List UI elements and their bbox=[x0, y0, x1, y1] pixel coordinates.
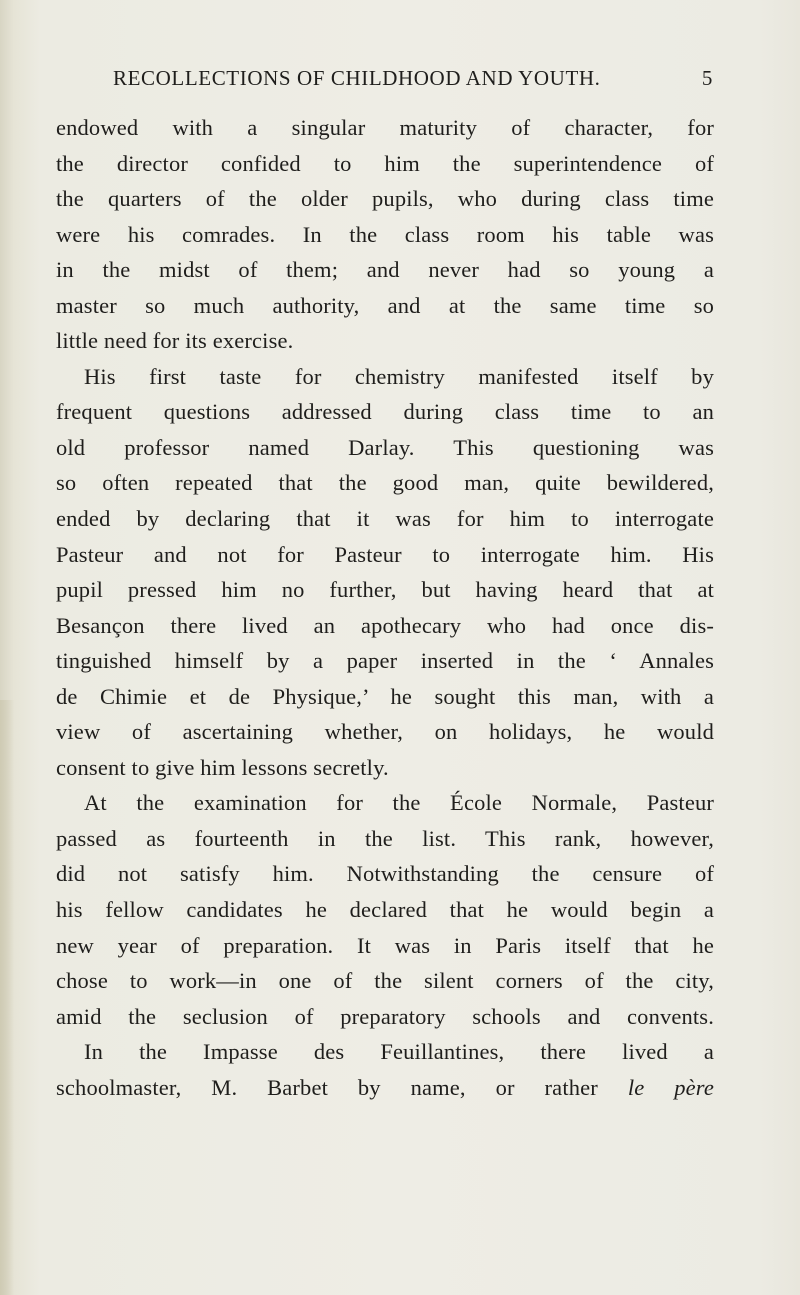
text-line: consent to give him lessons secretly. bbox=[56, 754, 389, 780]
text-line: passed as fourteenth in the list. This rank, however, bbox=[56, 825, 714, 851]
text-line: his fellow candidates he declared that he would begin a bbox=[56, 897, 714, 923]
text-line: the director confided to him the superintendence of bbox=[56, 150, 714, 176]
text-line: endowed with a singular maturity of character, for bbox=[56, 115, 714, 140]
text-line-final bbox=[56, 1070, 714, 1106]
text-line: frequent questions addressed during class time to an bbox=[56, 399, 714, 425]
running-title: RECOLLECTIONS OF CHILDHOOD AND YOUTH. bbox=[113, 66, 601, 90]
text-line: Pasteur and not for Pasteur to interrogate him. His bbox=[56, 541, 714, 567]
text-line: did not satisfy him. Notwithstanding the censure of bbox=[56, 861, 714, 887]
text-line: tinguished himself by a paper inserted in the ‘ Annales bbox=[56, 648, 714, 674]
text-line: old professor named Darlay. This questioning was bbox=[56, 434, 714, 460]
running-head bbox=[113, 66, 713, 96]
text-line: Besançon there lived an apothecary who had once dis- bbox=[56, 612, 714, 638]
text-line: in the midst of them; and never had so young a bbox=[56, 257, 714, 283]
text-line: ended by declaring that it was for him to interrogate bbox=[56, 506, 714, 532]
text-line: His first taste for chemistry manifested itself by bbox=[84, 363, 714, 389]
text-line: little need for its exercise. bbox=[56, 328, 294, 354]
text-line: amid the seclusion of preparatory schools and convents. bbox=[56, 1003, 714, 1029]
page-edge-shadow bbox=[0, 700, 14, 1295]
text-line: so often repeated that the good man, quite bewildered, bbox=[56, 470, 714, 496]
body-text bbox=[56, 110, 714, 1105]
text-line: new year of preparation. It was in Paris itself that he bbox=[56, 932, 714, 958]
text-line: master so much authority, and at the same time so bbox=[56, 292, 714, 318]
text-line: the quarters of the older pupils, who during class time bbox=[56, 186, 714, 212]
text-line: pupil pressed him no further, but having heard that at bbox=[56, 577, 714, 603]
text-line: In the Impasse des Feuillantines, there lived a bbox=[84, 1039, 714, 1065]
italic-phrase: le père bbox=[627, 1074, 714, 1100]
text-line: At the examination for the École Normale, Pasteur bbox=[84, 790, 714, 816]
text-line: were his comrades. In the class room his table was bbox=[56, 221, 714, 247]
text-line-start: schoolmaster, M. Barbet by name, or rather bbox=[56, 1074, 598, 1100]
text-line: de Chimie et de Physique,’ he sought this man, with a bbox=[56, 683, 714, 709]
text-line: chose to work—in one of the silent corners of the city, bbox=[56, 968, 714, 994]
text-line: view of ascertaining whether, on holidays, he would bbox=[56, 719, 714, 745]
page-number: 5 bbox=[701, 66, 713, 90]
